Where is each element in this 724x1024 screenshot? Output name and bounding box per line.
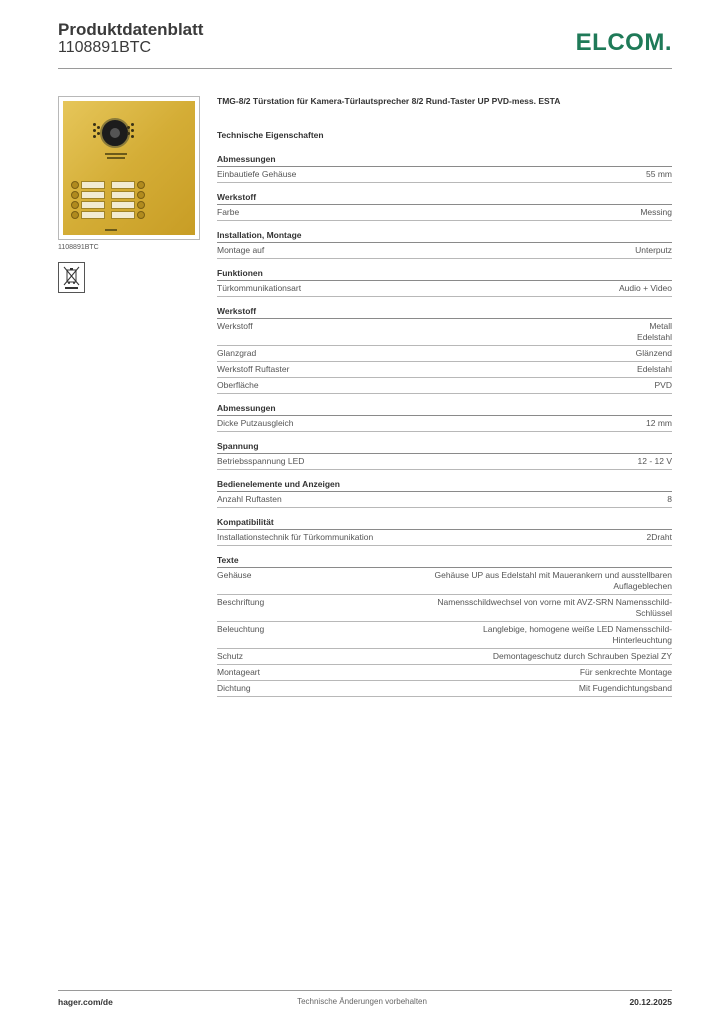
spec-value <box>274 624 672 646</box>
spec-label: Betriebsspannung LED <box>217 456 305 466</box>
spec-value-line: 8 <box>667 494 672 504</box>
spec-row <box>217 243 672 259</box>
spec-value-line: Glänzend <box>635 348 672 358</box>
spec-group-title: Kompatibilität <box>217 517 672 530</box>
spec-value <box>299 364 672 375</box>
call-button-icon <box>137 191 145 199</box>
door-station-plate <box>63 101 195 235</box>
spec-label: Schutz <box>217 651 243 661</box>
speaker-hole <box>131 135 134 138</box>
spec-group <box>217 154 672 183</box>
spec-group <box>217 268 672 297</box>
spec-value <box>274 597 672 619</box>
spec-group <box>217 517 672 546</box>
elcom-logo: ELCOM. <box>575 29 672 56</box>
spec-group-title: Installation, Montage <box>217 230 672 243</box>
name-slot <box>111 211 135 219</box>
spec-label: Anzahl Ruftasten <box>217 494 282 504</box>
spec-group-title: Spannung <box>217 441 672 454</box>
spec-value <box>269 380 672 391</box>
call-button-icon <box>71 201 79 209</box>
spec-value <box>270 667 672 678</box>
name-slot <box>81 181 105 189</box>
spec-row <box>217 492 672 508</box>
plate-marking <box>107 157 125 159</box>
spec-value-line: PVD <box>654 380 672 390</box>
spec-row <box>217 665 672 681</box>
product-description: TMG-8/2 Türstation für Kamera-Türlautsprecher 8/2 Rund-Taster UP PVD-mess. ESTA <box>217 96 561 106</box>
spec-row <box>217 568 672 595</box>
name-slot <box>111 181 135 189</box>
spec-group-title: Werkstoff <box>217 192 672 205</box>
spec-label: Werkstoff <box>217 321 253 331</box>
plate-marking <box>105 153 127 155</box>
spec-value-line: 2Draht <box>646 532 672 542</box>
spec-label: Dicke Putzausgleich <box>217 418 294 428</box>
spec-row <box>217 346 672 362</box>
call-button-icon <box>137 181 145 189</box>
spec-value <box>311 283 672 294</box>
spec-label: Farbe <box>217 207 240 217</box>
spec-label: Einbautiefe Gehäuse <box>217 169 297 179</box>
spec-label: Beleuchtung <box>217 624 265 634</box>
spec-row <box>217 530 672 546</box>
spec-value-line: 12 mm <box>646 418 672 428</box>
spec-group <box>217 192 672 221</box>
spec-value <box>383 532 672 543</box>
spec-row <box>217 319 672 346</box>
weee-box <box>58 262 85 293</box>
footer-date: 20.12.2025 <box>629 997 672 1007</box>
spec-group-title: Texte <box>217 555 672 568</box>
spec-label: Dichtung <box>217 683 251 693</box>
call-button-icon <box>71 181 79 189</box>
spec-row <box>217 378 672 394</box>
spec-label: Türkommunikationsart <box>217 283 302 293</box>
product-code: 1108891BTC <box>58 39 152 56</box>
image-caption: 1108891BTC <box>58 244 99 251</box>
name-slot <box>111 201 135 209</box>
section-heading: Technische Eigenschaften <box>217 130 324 140</box>
speaker-hole <box>93 123 96 126</box>
spec-value-line: Für senkrechte Montage <box>579 667 672 677</box>
spec-label: Beschriftung <box>217 597 265 607</box>
spec-row <box>217 362 672 378</box>
spec-row <box>217 649 672 665</box>
spec-value-line: Edelstahl <box>637 364 672 374</box>
spec-value-line: Mit Fugendichtungsband <box>578 683 672 693</box>
spec-value-line: Auflageblechen <box>613 581 672 591</box>
crossed-bin-icon <box>59 263 84 292</box>
spec-value-line: Audio + Video <box>618 283 672 293</box>
name-slot <box>81 201 105 209</box>
footer-disclaimer: Technische Änderungen vorbehalten <box>297 997 427 1006</box>
name-slot <box>81 211 105 219</box>
spec-label: Montageart <box>217 667 260 677</box>
spec-group-title: Bedienelemente und Anzeigen <box>217 479 672 492</box>
footer-divider <box>58 990 672 991</box>
page-title: Produktdatenblatt <box>58 20 204 39</box>
call-button-icon <box>137 211 145 219</box>
spec-value-line: Demontageschutz durch Schrauben Spezial ZY <box>492 651 672 661</box>
spec-value-line: Unterputz <box>635 245 672 255</box>
spec-row <box>217 416 672 432</box>
spec-value <box>261 683 672 694</box>
spec-value <box>306 169 672 180</box>
spec-value-line: 12 - 12 V <box>637 456 672 466</box>
spec-value <box>304 418 672 429</box>
camera-icon <box>100 118 130 148</box>
spec-value-line: 55 mm <box>646 169 672 179</box>
speaker-hole <box>131 129 134 132</box>
spec-group-title: Abmessungen <box>217 154 672 167</box>
spec-group <box>217 230 672 259</box>
spec-value <box>292 494 672 505</box>
name-slot <box>111 191 135 199</box>
spec-row <box>217 595 672 622</box>
speaker-hole <box>93 135 96 138</box>
speaker-hole <box>97 126 100 129</box>
speaker-hole <box>97 132 100 135</box>
spec-value-line: Gehäuse UP aus Edelstahl mit Mauerankern und ausstellbaren <box>434 570 672 580</box>
product-image <box>58 96 200 240</box>
spec-row <box>217 622 672 649</box>
spec-value-line: Namensschildwechsel von vorne mit AVZ-SRN Namensschild- <box>437 597 672 607</box>
call-button-icon <box>71 211 79 219</box>
spec-value <box>249 207 672 218</box>
spec-label: Installationstechnik für Türkommunikation <box>217 532 374 542</box>
spec-label: Glanzgrad <box>217 348 257 358</box>
spec-group <box>217 555 672 697</box>
spec-value <box>266 348 672 359</box>
name-slot <box>81 191 105 199</box>
spec-value <box>263 321 672 343</box>
spec-value <box>314 456 672 467</box>
spec-group-title: Werkstoff <box>217 306 672 319</box>
spec-value-line: Messing <box>640 207 672 217</box>
spec-group <box>217 403 672 432</box>
spec-label: Montage auf <box>217 245 265 255</box>
spec-label: Oberfläche <box>217 380 259 390</box>
spec-value-line: Edelstahl <box>637 332 672 342</box>
spec-value <box>262 570 673 592</box>
spec-value-line: Hinterleuchtung <box>612 635 672 645</box>
spec-group <box>217 479 672 508</box>
spec-row <box>217 454 672 470</box>
spec-value <box>274 245 672 256</box>
spec-value-line: Metall <box>649 321 672 331</box>
spec-value-line: Langlebige, homogene weiße LED Namensschild- <box>483 624 672 634</box>
spec-group-title: Funktionen <box>217 268 672 281</box>
spec-label: Gehäuse <box>217 570 252 580</box>
spec-group <box>217 441 672 470</box>
speaker-hole <box>131 123 134 126</box>
header-divider <box>58 68 672 69</box>
spec-row <box>217 681 672 697</box>
speaker-hole <box>93 129 96 132</box>
spec-row <box>217 205 672 221</box>
footer-website: hager.com/de <box>58 997 113 1007</box>
spec-row <box>217 281 672 297</box>
spec-value <box>253 651 672 662</box>
spec-row <box>217 167 672 183</box>
call-button-icon <box>137 201 145 209</box>
speaker-hole <box>127 132 130 135</box>
spec-group <box>217 306 672 394</box>
call-button-icon <box>71 191 79 199</box>
speaker-hole <box>127 126 130 129</box>
spec-value-line: Schlüssel <box>635 608 672 618</box>
spec-label: Werkstoff Ruftaster <box>217 364 290 374</box>
plate-logo-mark <box>105 229 117 231</box>
spec-table <box>217 154 672 706</box>
spec-group-title: Abmessungen <box>217 403 672 416</box>
